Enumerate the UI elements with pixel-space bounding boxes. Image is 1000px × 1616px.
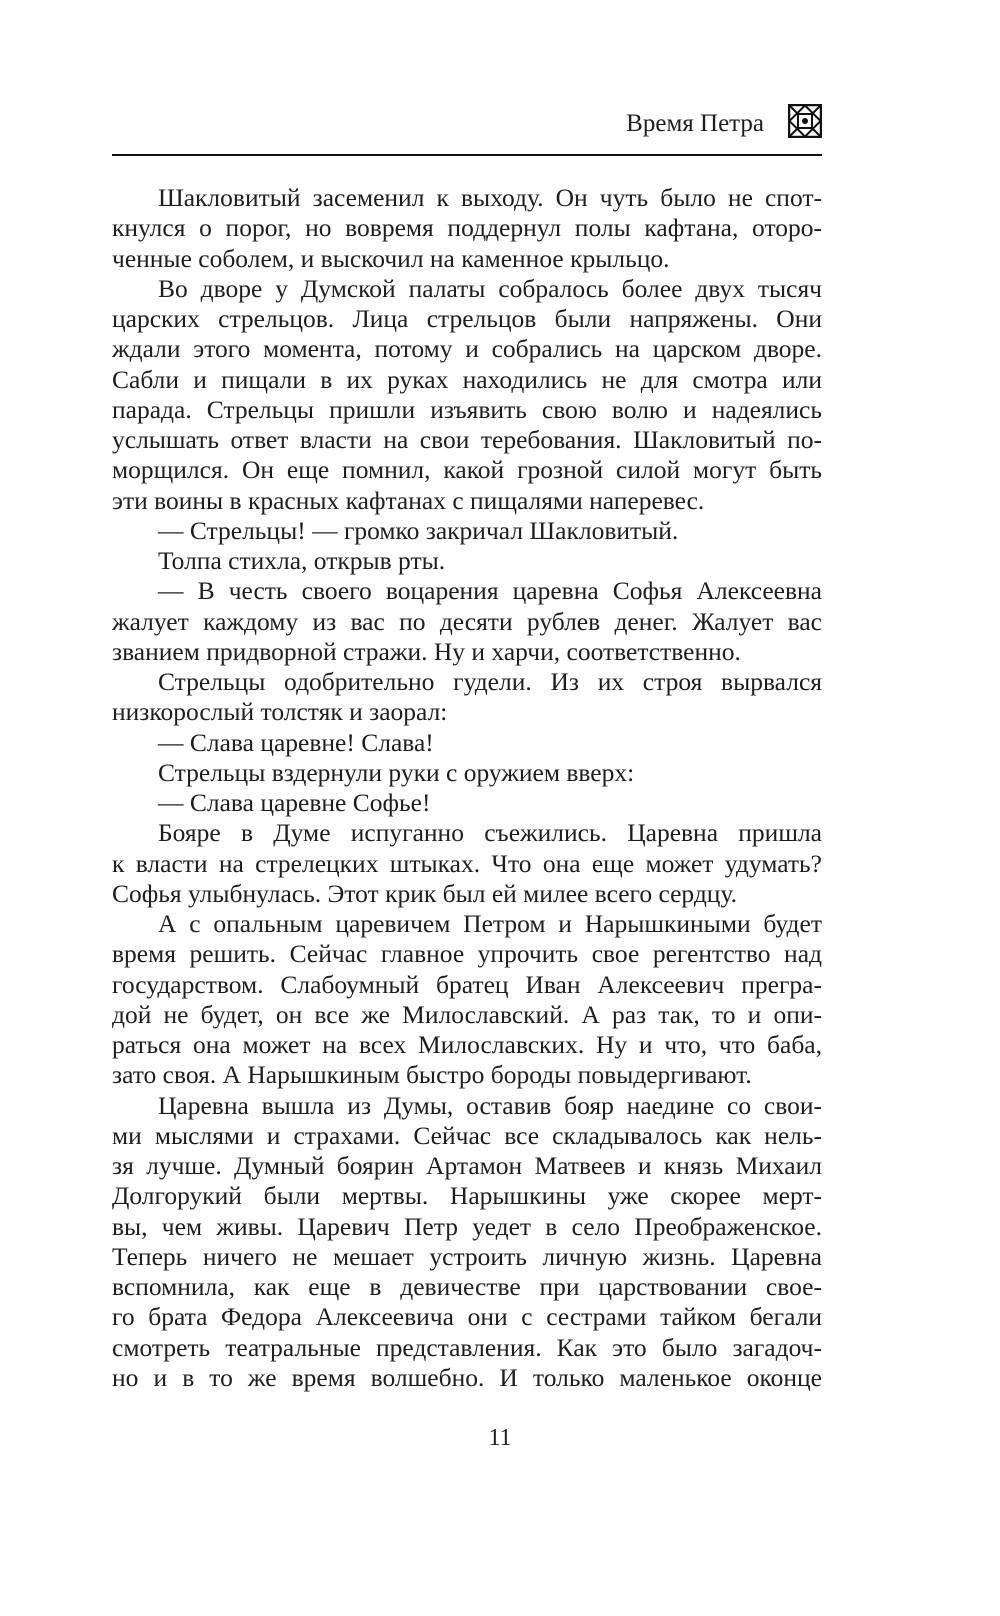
text-line: Сабли и пищали в их руках находились не для смотра или (112, 364, 822, 394)
paragraph (112, 516, 822, 546)
paragraph (112, 1091, 822, 1394)
text-line: Долгорукий были мертвы. Нарышкины уже скорее мерт- (112, 1181, 822, 1211)
page-number: 11 (488, 1425, 512, 1451)
paragraph (112, 576, 822, 667)
text-line: к власти на стрелецких штыках. Что она еще может удумать? (112, 848, 822, 878)
text-line: Теперь ничего не мешает устроить личную жизнь. Царевна (112, 1241, 822, 1271)
body-text (112, 183, 822, 1393)
paragraph (112, 818, 822, 909)
paragraph (112, 183, 822, 274)
text-line: — Слава царевне Софье! (158, 788, 431, 817)
running-head (112, 100, 822, 150)
text-line: ми мыслями и страхами. Сейчас все складывалось как нель- (112, 1120, 822, 1150)
running-head-title: Время Петра (626, 110, 764, 137)
text-line: — В честь своего воцарения царевна Софья Алексеевна (158, 576, 822, 606)
text-line: Царевна вышла из Думы, оставив бояр наедине со свои- (158, 1090, 822, 1120)
text-line: званием придворной стражи. Ну и харчи, соответственно. (112, 636, 741, 666)
header-rule (112, 154, 822, 156)
text-line: раться она может на всех Милославских. Ну и что, что баба, (112, 1030, 822, 1059)
text-line: ченные соболем, и выскочил на каменное крыльцо. (112, 243, 670, 273)
paragraph (112, 728, 822, 758)
text-line: А с опальным царевичем Петром и Нарышкиными будет (158, 909, 822, 938)
text-line: вы, чем живы. Царевич Петр уедет в село Преображенское. (112, 1211, 822, 1241)
text-line: кнулся о порог, но вовремя поддернул полы кафтана, оторо- (112, 213, 822, 243)
text-line: низкорослый толстяк и заорал: (112, 697, 448, 727)
text-line: Толпа стихла, открыв рты. (158, 546, 446, 575)
text-line: дой не будет, он все же Милославский. А раз так, то и опи- (112, 999, 822, 1029)
text-line: вспомнила, как еще в девичестве при царствовании свое- (112, 1272, 822, 1301)
text-line: ждали этого момента, потому и собрались на царском дворе. (112, 334, 822, 364)
text-line: — Слава царевне! Слава! (158, 727, 434, 757)
text-line: зато своя. А Нарышкиным быстро бороды повыдергивают. (112, 1060, 752, 1090)
text-line: услышать ответ власти на свои теребования. Шакловитый по- (112, 425, 822, 454)
paragraph (112, 788, 822, 818)
text-line: Во дворе у Думской палаты собралось более двух тысяч (158, 273, 822, 303)
paragraph (112, 667, 822, 728)
text-line: Шакловитый засеменил к выходу. Он чуть было не спот- (158, 183, 822, 212)
text-line: парада. Стрельцы пришли изъявить свою волю и надеялись (112, 394, 822, 424)
text-line: время решить. Сейчас главное упрочить свое регентство над (112, 939, 822, 969)
paragraph (112, 546, 822, 576)
text-line: эти воины в красных кафтанах с пищалями наперевес. (112, 485, 705, 515)
paragraph (112, 909, 822, 1091)
text-line: государством. Слабоумный братец Иван Алексеевич прегра- (112, 969, 822, 999)
text-line: Бояре в Думе испуганно съежились. Царевна пришла (158, 818, 822, 848)
paragraph (112, 274, 822, 516)
text-line: но и в то же время волшебно. И только маленькое оконце (112, 1362, 822, 1392)
celtic-knot-ornament-icon (788, 104, 822, 138)
text-line: морщился. Он еще помнил, какой грозной силой могут быть (112, 455, 822, 485)
text-line: Стрельцы вздернули руки с оружием вверх: (158, 757, 635, 787)
text-line: — Стрельцы! — громко закричал Шакловитый. (158, 515, 679, 545)
text-line: го брата Федора Алексеевича они с сестрами тайком бегали (112, 1302, 822, 1332)
paragraph (112, 758, 822, 788)
text-line: жалует каждому из вас по десяти рублев денег. Жалует вас (112, 606, 822, 636)
text-line: царских стрельцов. Лица стрельцов были напряжены. Они (112, 304, 822, 333)
text-line: Стрельцы одобрительно гудели. Из их строя вырвался (158, 667, 822, 696)
text-line: Софья улыбнулась. Этот крик был ей милее всего сердцу. (112, 878, 738, 908)
text-line: зя лучше. Думный боярин Артамон Матвеев и князь Михаил (112, 1151, 822, 1180)
text-line: смотреть театральные представления. Как это было загадоч- (112, 1332, 822, 1362)
